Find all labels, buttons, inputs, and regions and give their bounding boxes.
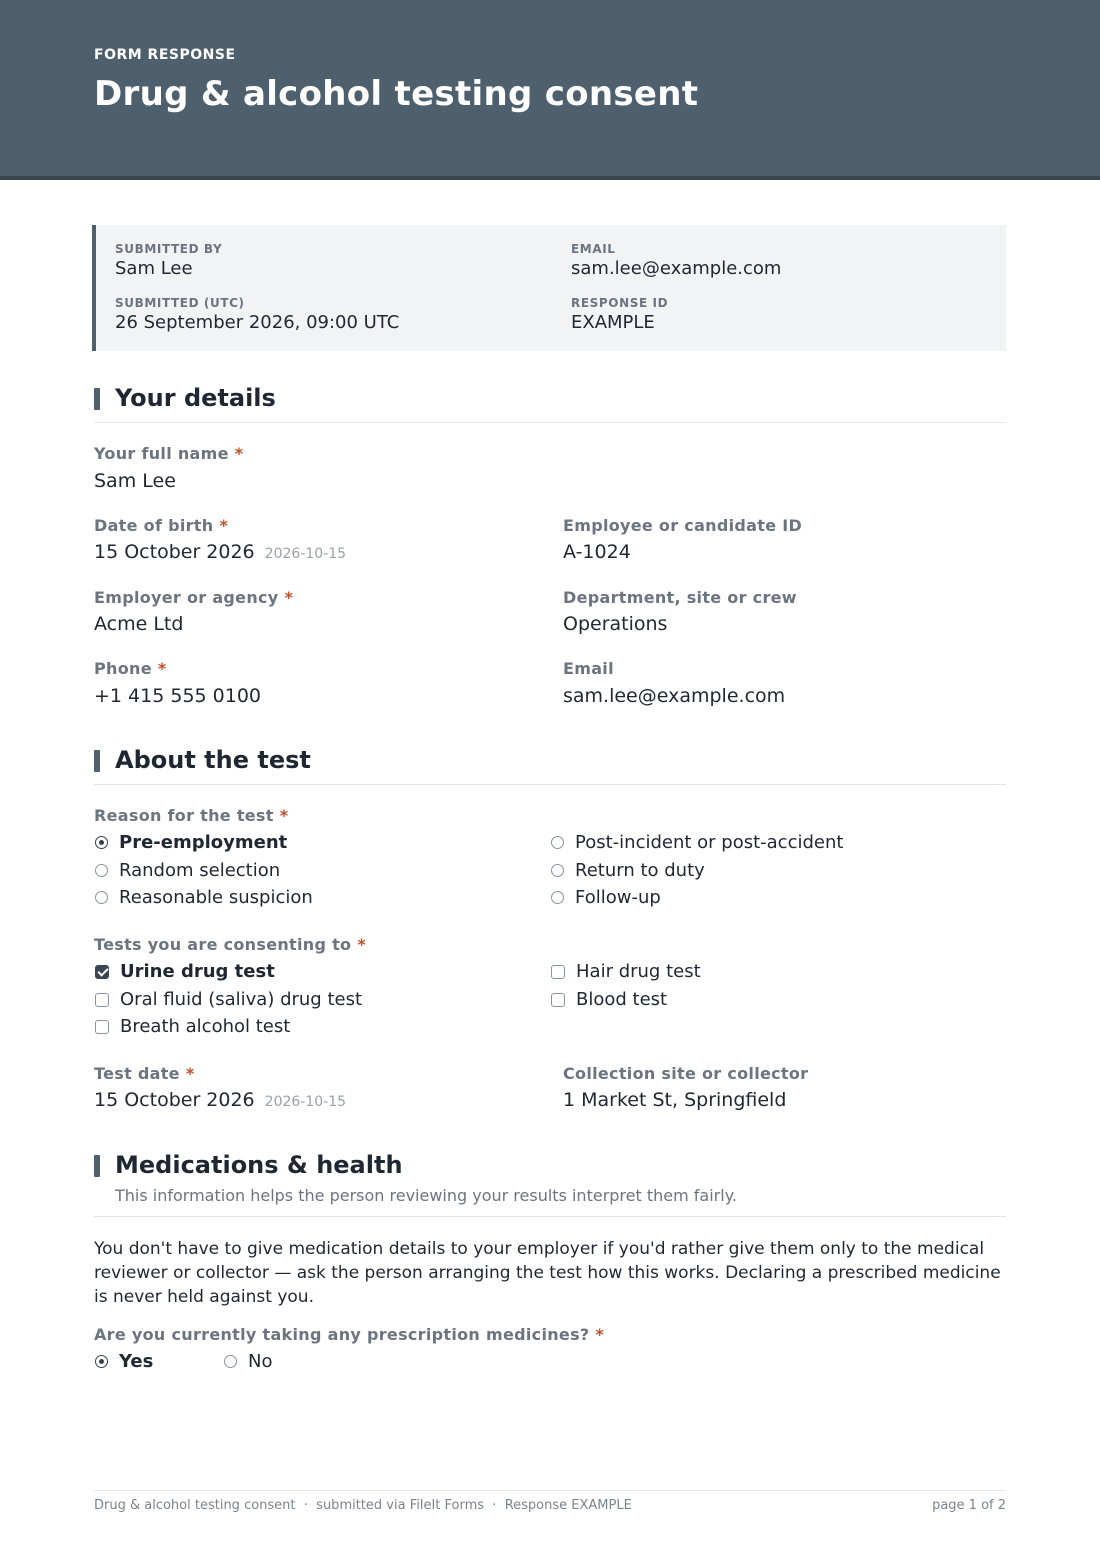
checkbox-empty-icon [95,1020,109,1034]
reason-option-follow-up: Follow-up [551,887,661,908]
checkbox-empty-icon [551,993,565,1007]
radio-empty-icon [551,864,564,877]
field-label-employee-id: Employee or candidate ID [563,516,803,535]
radio-empty-icon [551,891,564,904]
footer-divider [94,1490,1006,1491]
section-accent [94,750,100,772]
section-divider [94,422,1006,423]
field-value-full-name: Sam Lee [94,470,176,492]
field-label-reason: Reason for the test * [94,806,289,825]
field-label-phone: Phone * [94,659,167,678]
response-id-value: EXAMPLE [571,312,655,333]
field-label-collection-site: Collection site or collector [563,1064,809,1083]
field-value-employer: Acme Ltd [94,613,184,635]
reason-option-pre-employment: Pre-employment [95,832,287,853]
field-label-prescription: Are you currently taking any prescription medicines? * [94,1325,605,1344]
test-option-hair: Hair drug test [551,961,701,982]
reason-option-random: Random selection [95,860,280,881]
section-title: About the test [115,746,311,774]
radio-empty-icon [551,836,564,849]
radio-selected-icon [95,836,108,849]
field-label-email: Email [563,659,614,678]
field-value-employee-id: A-1024 [563,541,631,563]
meta-email-label: EMAIL [571,242,616,256]
test-option-urine: Urine drug test [95,961,275,982]
submitted-utc-value: 26 September 2026, 09:00 UTC [115,312,400,333]
meta-email-value: sam.lee@example.com [571,258,782,279]
page-number: page 1 of 2 [932,1498,1006,1513]
submitted-by-label: SUBMITTED BY [115,242,223,256]
reason-option-suspicion: Reasonable suspicion [95,887,313,908]
field-value-test-date: 15 October 2026 2026-10-15 [94,1089,347,1111]
form-header [0,0,1100,180]
field-label-department: Department, site or crew [563,588,797,607]
prescription-option-no: No [224,1351,272,1372]
checkbox-empty-icon [551,965,565,979]
section-title: Medications & health [115,1151,403,1179]
section-divider [94,1216,1006,1217]
field-label-full-name: Your full name * [94,444,244,463]
radio-empty-icon [95,864,108,877]
section-divider [94,784,1006,785]
section-title: Your details [115,384,276,412]
checkbox-checked-icon [95,965,109,979]
field-label-dob: Date of birth * [94,516,229,535]
section-accent [94,388,100,410]
response-id-label: RESPONSE ID [571,296,669,310]
section-accent [94,1155,100,1177]
field-value-dob: 15 October 2026 2026-10-15 [94,541,347,563]
section-subtitle: This information helps the person reviewing your results interpret them fairly. [115,1186,737,1205]
field-label-tests: Tests you are consenting to * [94,935,366,954]
field-value-email: sam.lee@example.com [563,685,786,707]
test-option-oral-fluid: Oral fluid (saliva) drug test [95,989,362,1010]
checkbox-empty-icon [95,993,109,1007]
reason-option-post-incident: Post-incident or post-accident [551,832,843,853]
reason-option-return-to-duty: Return to duty [551,860,705,881]
radio-empty-icon [224,1355,237,1368]
field-label-employer: Employer or agency * [94,588,294,607]
radio-selected-icon [95,1355,108,1368]
page-title: Drug & alcohol testing consent [94,74,699,114]
medication-notice: You don't have to give medication details to your employer if you'd rather give them only to the medical reviewer or collector — ask the person arranging the test how this works. Declaring a prescribed medicine is never held against you. [94,1239,1001,1307]
submitted-utc-label: SUBMITTED (UTC) [115,296,245,310]
footer-text: Drug & alcohol testing consent · submitted via FileIt Forms · Response EXAMPLE [94,1498,632,1513]
form-eyebrow: FORM RESPONSE [94,47,236,63]
submission-meta [92,225,1006,351]
field-label-test-date: Test date * [94,1064,195,1083]
test-option-blood: Blood test [551,989,667,1010]
radio-empty-icon [95,891,108,904]
submitted-by-value: Sam Lee [115,258,193,279]
prescription-option-yes: Yes [95,1351,153,1372]
field-value-department: Operations [563,613,668,635]
field-value-phone: +1 415 555 0100 [94,685,262,707]
test-option-breath-alcohol: Breath alcohol test [95,1016,290,1037]
field-value-collection-site: 1 Market St, Springfield [563,1089,787,1111]
